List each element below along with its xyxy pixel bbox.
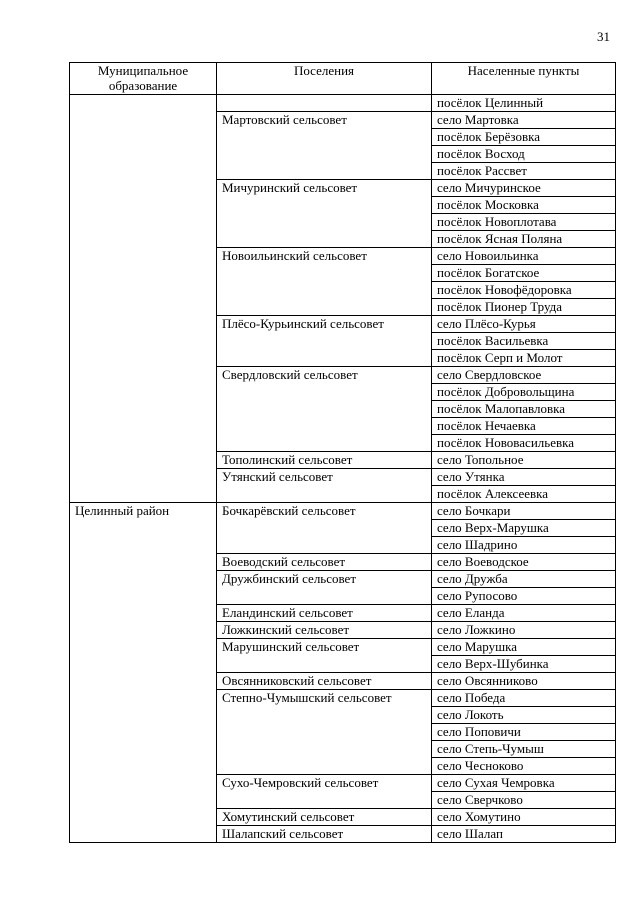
header-municipality: Муниципальное образование <box>70 63 217 95</box>
locality-cell: посёлок Нововасильевка <box>432 435 616 452</box>
locality-cell: посёлок Новофёдоровка <box>432 282 616 299</box>
settlement-cell: Утянский сельсовет <box>217 469 432 503</box>
settlement-cell: Дружбинский сельсовет <box>217 571 432 605</box>
table-row <box>70 95 616 112</box>
settlement-cell: Тополинский сельсовет <box>217 452 432 469</box>
locality-cell: село Бочкари <box>432 503 616 520</box>
locality-cell: село Шадрино <box>432 537 616 554</box>
locality-cell: посёлок Алексеевка <box>432 486 616 503</box>
settlement-cell: Ложкинский сельсовет <box>217 622 432 639</box>
locality-cell: село Марушка <box>432 639 616 656</box>
page-number: 31 <box>597 29 610 44</box>
locality-cell: село Мартовка <box>432 112 616 129</box>
locality-cell: посёлок Добровольщина <box>432 384 616 401</box>
locality-cell: село Ложкино <box>432 622 616 639</box>
settlement-cell: Еландинский сельсовет <box>217 605 432 622</box>
locality-cell: посёлок Богатское <box>432 265 616 282</box>
locality-cell: село Овсянниково <box>432 673 616 690</box>
locality-cell: посёлок Берёзовка <box>432 129 616 146</box>
locality-cell: село Победа <box>432 690 616 707</box>
settlement-cell <box>217 95 432 112</box>
settlement-cell: Свердловский сельсовет <box>217 367 432 452</box>
locality-cell: село Рупосово <box>432 588 616 605</box>
locality-cell: село Поповичи <box>432 724 616 741</box>
locality-cell: посёлок Московка <box>432 197 616 214</box>
settlements-table <box>69 62 616 843</box>
locality-cell: село Дружба <box>432 571 616 588</box>
locality-cell: село Сверчково <box>432 792 616 809</box>
locality-cell: село Мичуринское <box>432 180 616 197</box>
settlement-cell: Шалапский сельсовет <box>217 826 432 843</box>
locality-cell: село Свердловское <box>432 367 616 384</box>
settlement-cell: Овсянниковский сельсовет <box>217 673 432 690</box>
locality-cell: село Воеводское <box>432 554 616 571</box>
settlement-cell: Хомутинский сельсовет <box>217 809 432 826</box>
header-settlements: Поселения <box>217 63 432 95</box>
locality-cell: посёлок Серп и Молот <box>432 350 616 367</box>
header-localities: Населенные пункты <box>432 63 616 95</box>
locality-cell: село Верх-Шубинка <box>432 656 616 673</box>
locality-cell: село Топольное <box>432 452 616 469</box>
locality-cell: село Верх-Марушка <box>432 520 616 537</box>
locality-cell: посёлок Ясная Поляна <box>432 231 616 248</box>
locality-cell: село Утянка <box>432 469 616 486</box>
settlement-cell: Мичуринский сельсовет <box>217 180 432 248</box>
locality-cell: село Сухая Чемровка <box>432 775 616 792</box>
settlement-cell: Мартовский сельсовет <box>217 112 432 180</box>
settlement-cell: Степно-Чумышский сельсовет <box>217 690 432 775</box>
locality-cell: посёлок Нечаевка <box>432 418 616 435</box>
table-header-row <box>70 63 616 95</box>
locality-cell: село Плёсо-Курья <box>432 316 616 333</box>
settlement-cell: Воеводский сельсовет <box>217 554 432 571</box>
locality-cell: посёлок Целинный <box>432 95 616 112</box>
locality-cell: село Чесноково <box>432 758 616 775</box>
locality-cell: село Хомутино <box>432 809 616 826</box>
settlement-cell: Марушинский сельсовет <box>217 639 432 673</box>
locality-cell: посёлок Восход <box>432 146 616 163</box>
locality-cell: посёлок Новоплотава <box>432 214 616 231</box>
locality-cell: село Еланда <box>432 605 616 622</box>
settlement-cell: Новоильинский сельсовет <box>217 248 432 316</box>
settlement-cell: Бочкарёвский сельсовет <box>217 503 432 554</box>
locality-cell: село Шалап <box>432 826 616 843</box>
municipality-cell: Целинный район <box>70 503 217 843</box>
locality-cell: село Степь-Чумыш <box>432 741 616 758</box>
settlement-cell: Плёсо-Курьинский сельсовет <box>217 316 432 367</box>
settlement-cell: Сухо-Чемровский сельсовет <box>217 775 432 809</box>
locality-cell: посёлок Малопавловка <box>432 401 616 418</box>
municipality-cell <box>70 95 217 503</box>
locality-cell: село Локоть <box>432 707 616 724</box>
table-row <box>70 503 616 520</box>
locality-cell: посёлок Пионер Труда <box>432 299 616 316</box>
locality-cell: посёлок Васильевка <box>432 333 616 350</box>
table-body <box>70 95 616 843</box>
locality-cell: село Новоильинка <box>432 248 616 265</box>
locality-cell: посёлок Рассвет <box>432 163 616 180</box>
